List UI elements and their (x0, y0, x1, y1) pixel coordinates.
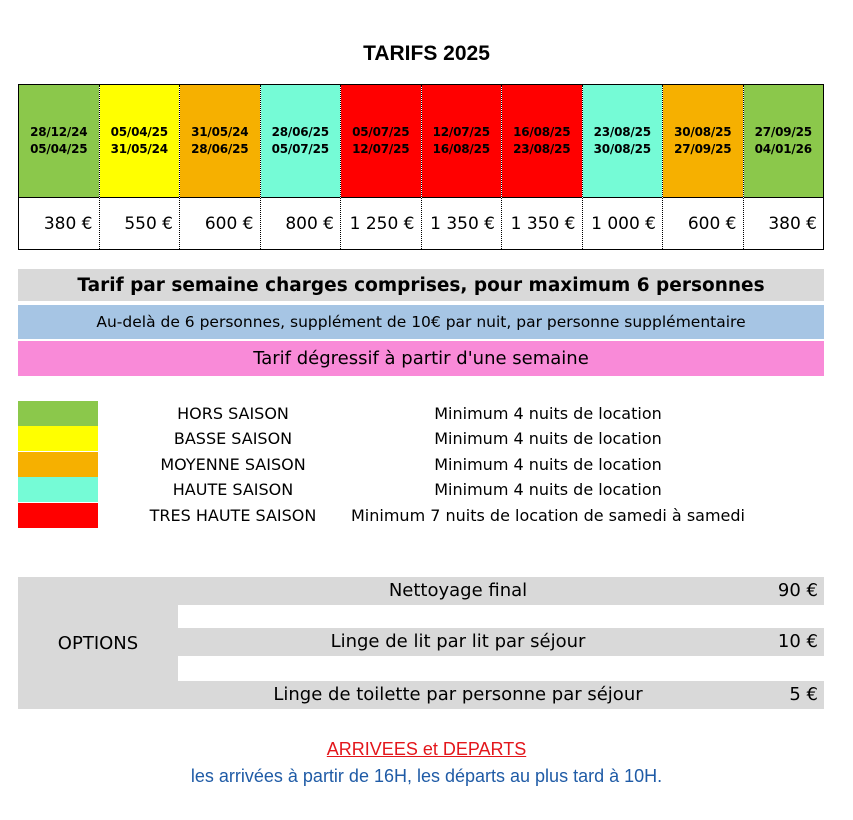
period-column (582, 85, 663, 249)
legend-row (18, 503, 824, 528)
period-price: 380 € (768, 213, 817, 234)
options-table (18, 577, 824, 709)
season-minimum: Minimum 4 nuits de location (434, 429, 662, 448)
period-column (179, 85, 260, 249)
extra-person-note: Au-delà de 6 personnes, supplément de 10€ par nuit, par personne supplémentaire (18, 305, 824, 339)
option-name: Linge de toilette par personne par séjour (273, 684, 643, 705)
season-swatch (18, 401, 98, 426)
options-label: OPTIONS (57, 632, 139, 654)
period-dates (663, 85, 743, 198)
period-start-date: 12/07/25 (432, 125, 490, 139)
period-dates (19, 85, 99, 198)
period-column (19, 85, 99, 249)
rates-table (18, 84, 824, 250)
period-end-date: 23/08/25 (513, 142, 571, 156)
period-price: 600 € (687, 213, 737, 234)
season-minimum: Minimum 7 nuits de location de samedi à samedi (351, 506, 745, 525)
period-start-date: 28/12/24 (30, 125, 88, 139)
period-price: 1 000 € (591, 213, 656, 234)
period-price: 800 € (285, 213, 334, 234)
period-start-date: 16/08/25 (513, 125, 571, 139)
option-name: Nettoyage final (388, 580, 528, 601)
period-price: 1 250 € (349, 213, 415, 234)
option-price: 5 € (789, 684, 818, 705)
degressive-note: Tarif dégressif à partir d'une semaine (18, 341, 824, 376)
season-swatch (18, 503, 98, 528)
option-price: 90 € (777, 580, 818, 601)
period-end-date: 31/05/24 (110, 142, 168, 156)
period-start-date: 30/08/25 (674, 125, 732, 139)
option-name: Linge de lit par lit par séjour (330, 631, 586, 652)
period-start-date: 05/07/25 (352, 125, 410, 139)
season-swatch (18, 477, 98, 502)
season-name: HAUTE SAISON (172, 480, 294, 499)
period-end-date: 04/01/26 (754, 142, 812, 156)
period-end-date: 27/09/25 (674, 142, 732, 156)
season-name: TRES HAUTE SAISON (149, 506, 317, 525)
season-name: HORS SAISON (177, 404, 289, 423)
period-end-date: 12/07/25 (352, 142, 410, 156)
period-column (743, 85, 824, 249)
season-name: BASSE SAISON (173, 429, 293, 448)
period-dates (583, 85, 663, 198)
period-end-date: 05/04/25 (30, 142, 88, 156)
legend-row (18, 477, 824, 502)
period-dates (341, 85, 421, 198)
period-start-date: 27/09/25 (754, 125, 812, 139)
period-column (99, 85, 180, 249)
period-column (340, 85, 421, 249)
weekly-rate-note: Tarif par semaine charges comprises, pour maximum 6 personnes (18, 269, 824, 301)
period-start-date: 23/08/25 (593, 125, 651, 139)
period-dates (744, 85, 824, 198)
period-price: 1 350 € (430, 213, 495, 234)
period-start-date: 31/05/24 (191, 125, 249, 139)
period-start-date: 05/04/25 (110, 125, 168, 139)
season-minimum: Minimum 4 nuits de location (434, 480, 662, 499)
season-minimum: Minimum 4 nuits de location (434, 455, 662, 474)
period-dates (422, 85, 502, 198)
arrivals-text: les arrivées à partir de 16H, les départs au plus tard à 10H. (190, 766, 663, 786)
period-dates (100, 85, 180, 198)
period-price: 600 € (204, 213, 254, 234)
period-column (662, 85, 743, 249)
period-column (421, 85, 502, 249)
period-dates (261, 85, 341, 198)
option-price: 10 € (777, 631, 818, 652)
period-price: 550 € (124, 213, 173, 234)
period-end-date: 28/06/25 (191, 142, 249, 156)
period-end-date: 30/08/25 (593, 142, 651, 156)
season-swatch (18, 426, 98, 451)
period-column (260, 85, 341, 249)
page-title: TARIFS 2025 (363, 42, 490, 65)
period-start-date: 28/06/25 (271, 125, 329, 139)
period-dates (502, 85, 582, 198)
legend-row (18, 401, 824, 426)
season-swatch (18, 452, 98, 477)
legend-row (18, 452, 824, 477)
season-minimum: Minimum 4 nuits de location (434, 404, 662, 423)
period-end-date: 05/07/25 (271, 142, 329, 156)
season-name: MOYENNE SAISON (160, 455, 306, 474)
period-column (501, 85, 582, 249)
arrivals-title: ARRIVEES et DEPARTS (326, 739, 527, 759)
legend-row (18, 426, 824, 451)
period-end-date: 16/08/25 (432, 142, 490, 156)
period-dates (180, 85, 260, 198)
period-price: 380 € (43, 213, 93, 234)
period-price: 1 350 € (510, 213, 576, 234)
